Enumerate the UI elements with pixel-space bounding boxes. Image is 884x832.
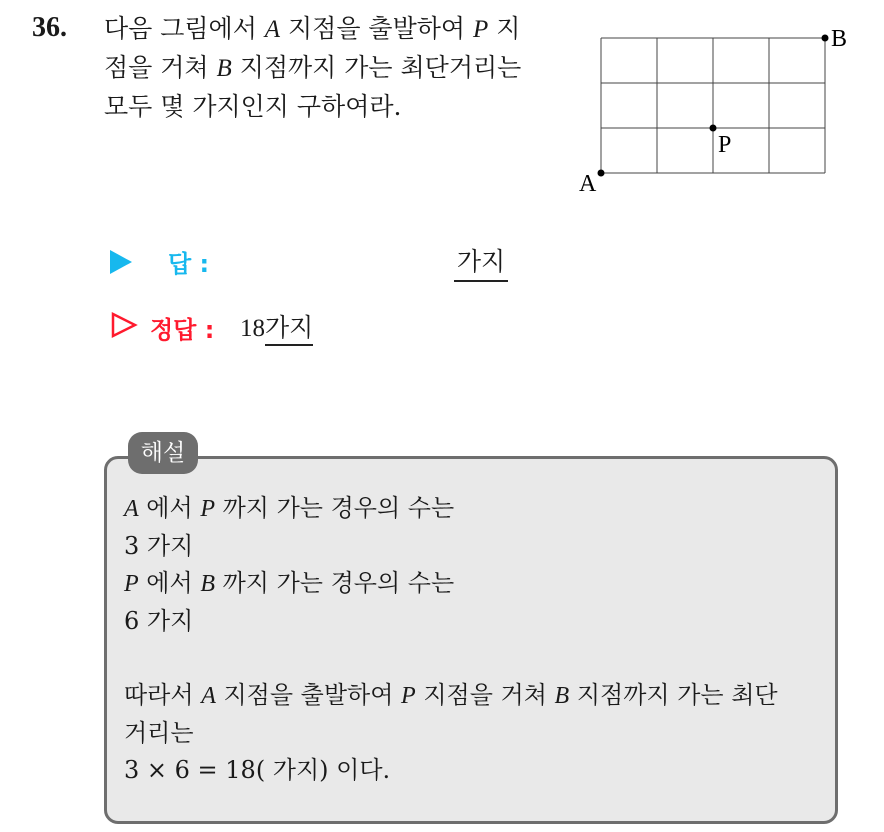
explanation-line-2: 3 가지 bbox=[124, 532, 194, 560]
question-line-2: 점을 거쳐 B 지점까지 가는 최단거리는 bbox=[104, 53, 522, 82]
answer-label: 답 : bbox=[168, 250, 210, 278]
point-a-dot bbox=[598, 170, 605, 177]
point-p-label: P bbox=[718, 132, 732, 158]
correct-answer-value bbox=[240, 308, 313, 344]
explanation-text bbox=[124, 490, 834, 789]
point-p-dot bbox=[710, 125, 717, 132]
answer-blank[interactable]: 가지 bbox=[454, 242, 508, 282]
explanation-tab: 해설 bbox=[128, 432, 198, 474]
correct-arrow-outline-icon bbox=[110, 311, 138, 339]
correct-answer-number: 18 bbox=[240, 315, 265, 342]
grid-diagram bbox=[560, 18, 860, 208]
grid-figure bbox=[560, 18, 860, 208]
explanation-line-4: 6 가지 bbox=[124, 607, 194, 635]
explanation-line-5: 따라서 A 지점을 출발하여 P 지점을 거쳐 B 지점까지 가는 최단 bbox=[124, 681, 778, 709]
explanation-line-3: P 에서 B 까지 가는 경우의 수는 bbox=[124, 569, 455, 597]
point-b-dot bbox=[822, 35, 829, 42]
explanation-line-1: A 에서 P 까지 가는 경우의 수는 bbox=[124, 494, 455, 522]
grid-lines bbox=[601, 38, 825, 173]
correct-answer-label: 정답 : bbox=[150, 316, 215, 344]
explanation-line-7: 3 × 6 = 18( 가지) 이다. bbox=[124, 756, 391, 784]
point-b-label: B bbox=[831, 26, 848, 52]
explanation-line-6: 거리는 bbox=[124, 719, 194, 747]
question-text bbox=[104, 10, 574, 126]
point-a-label: A bbox=[579, 171, 597, 197]
answer-arrow-icon bbox=[110, 250, 132, 274]
question-line-1: 다음 그림에서 A 지점을 출발하여 P 지 bbox=[104, 14, 521, 43]
question-line-3: 모두 몇 가지인지 구하여라. bbox=[104, 92, 402, 121]
correct-answer-unit: 가지 bbox=[265, 313, 313, 346]
question-number: 36. bbox=[32, 12, 67, 43]
